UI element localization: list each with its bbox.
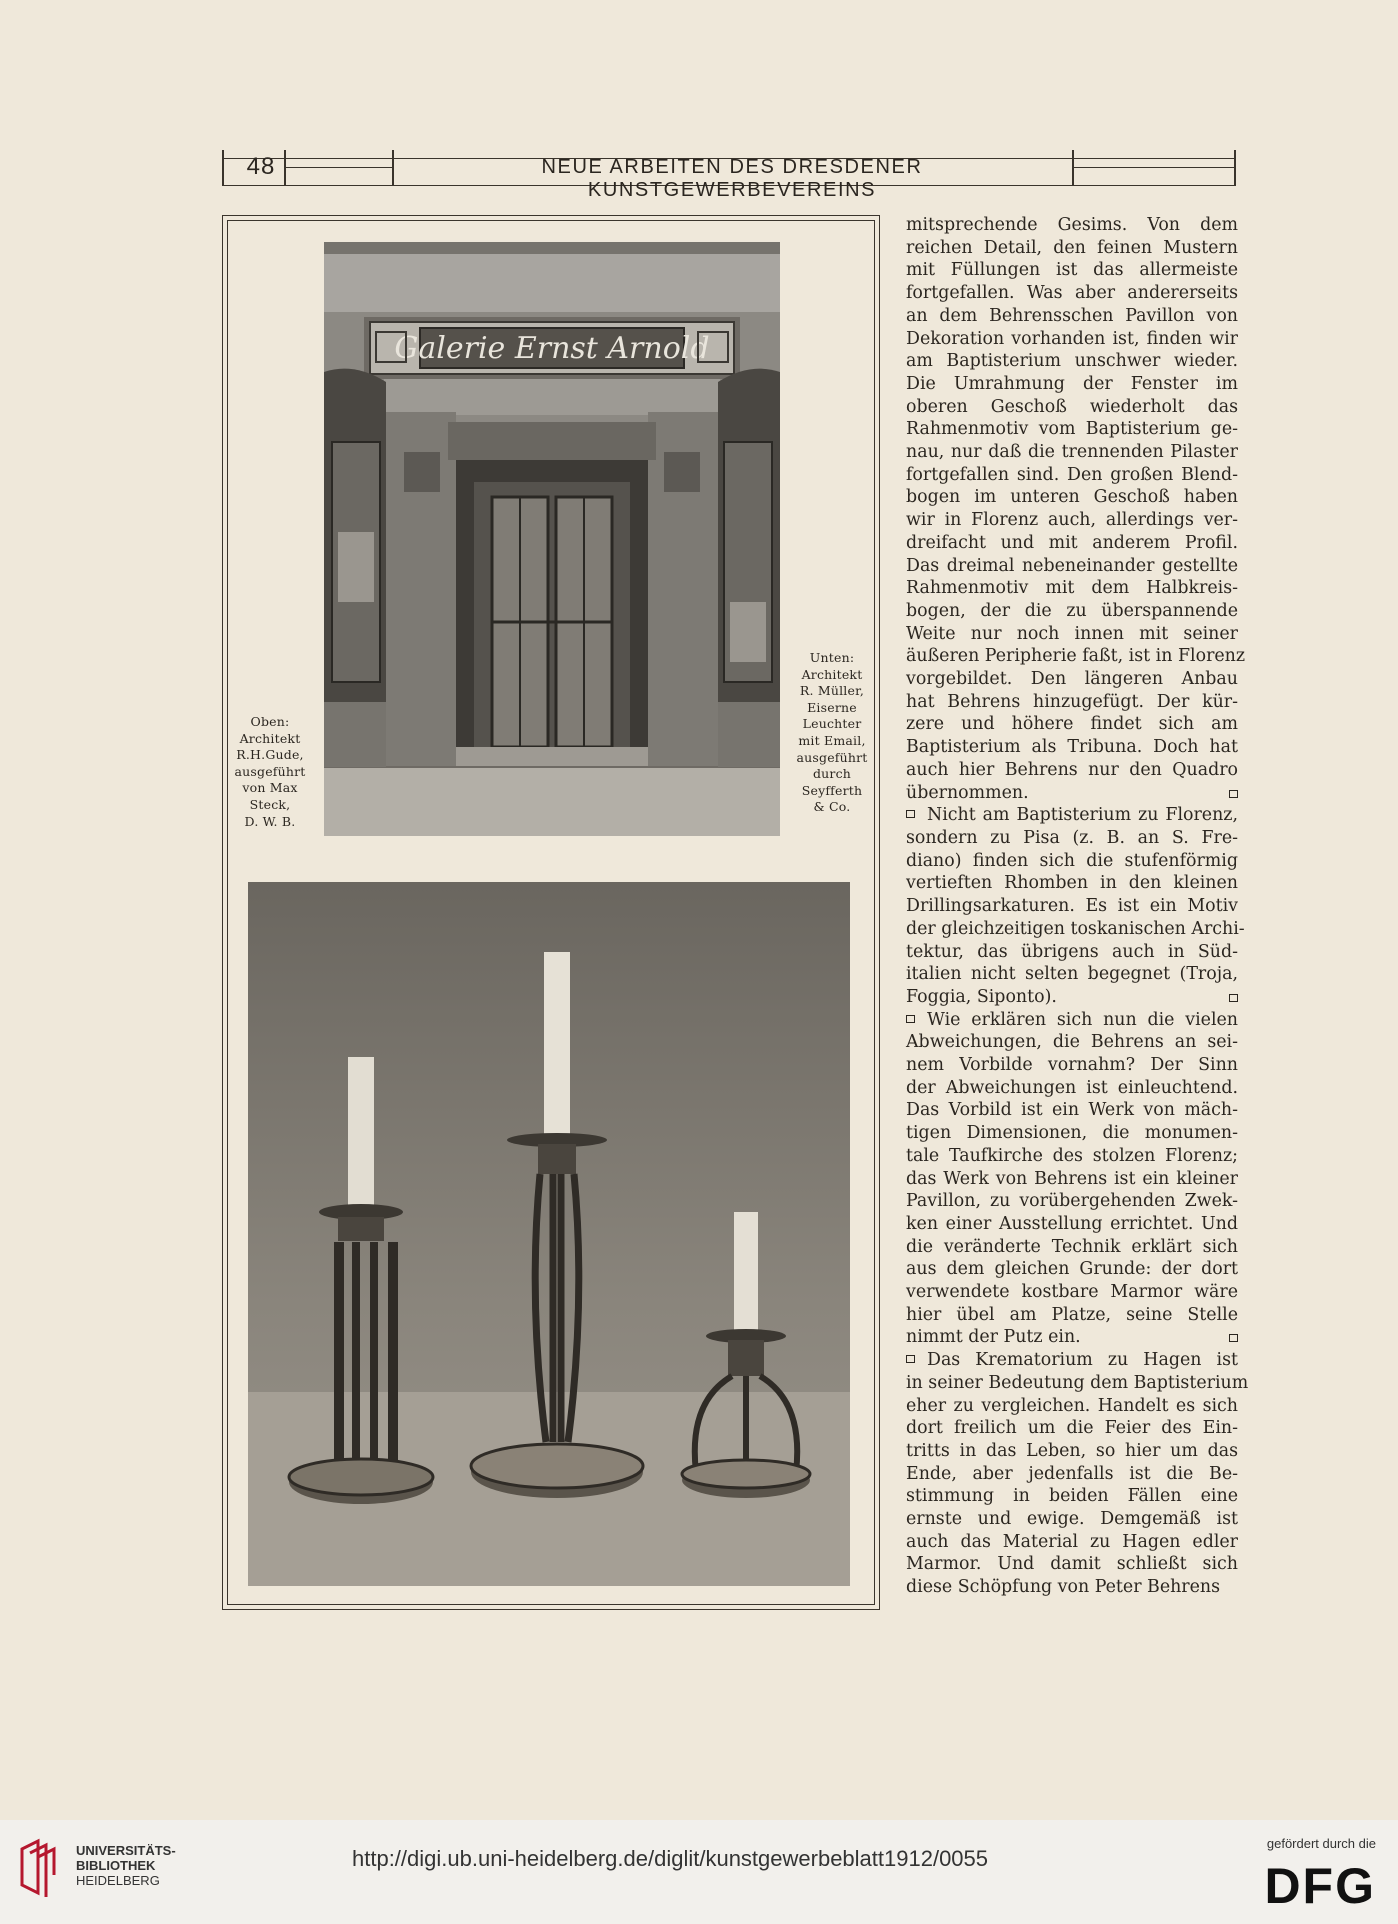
header-bar <box>1234 150 1236 186</box>
text-line: Nicht am Baptisterium zu Florenz, <box>906 804 1238 827</box>
text-line: Abweichungen, die Behrens an sei- <box>906 1032 1238 1053</box>
text-line: mitsprechende Gesims. Von dem <box>906 215 1238 235</box>
text-line: oberen Geschoß wiederholt das <box>906 396 1238 417</box>
text-line: tigen Dimensionen, die monumen- <box>906 1123 1238 1144</box>
text-line: fortgefallen. Was aber andererseits <box>906 283 1238 304</box>
text-line: vorgebildet. Den längeren Anbau <box>906 669 1238 690</box>
header-bar <box>222 150 224 186</box>
text-line: diano) finden sich die stufenförmig <box>906 850 1238 871</box>
library-name: UNIVERSITÄTS- BIBLIOTHEK HEIDELBERG <box>76 1843 176 1888</box>
text-line: mit Füllungen ist das allermeiste <box>906 260 1238 281</box>
text-line: sondern zu Pisa (z. B. an S. Fre- <box>906 827 1238 848</box>
funding-label: gefördert durch die <box>1266 1836 1376 1851</box>
text-line: Marmor. Und damit schließt sich <box>906 1554 1238 1575</box>
text-line: dort freilich um die Feier des Ein- <box>906 1418 1238 1439</box>
text-line: ken einer Ausstellung errichtet. Und <box>906 1213 1238 1234</box>
text-line: aus dem gleichen Grunde: der dort <box>906 1259 1238 1280</box>
text-line: verwendete kostbare Marmor wäre <box>906 1282 1238 1303</box>
text-line: tektur, das übrigens auch in Süd- <box>906 941 1238 962</box>
photo-candlesticks <box>248 882 850 1586</box>
source-url[interactable]: http://digi.ub.uni-heidelberg.de/diglit/kunstgewerbeblatt1912/0055 <box>352 1846 989 1871</box>
text-line: der Abweichungen ist einleuchtend. <box>906 1077 1238 1098</box>
text-line: Das Vorbild ist ein Werk von mäch- <box>906 1100 1238 1121</box>
text-line: Foggia, Siponto). <box>906 986 1238 1009</box>
text-line: diese Schöpfung von Peter Behrens <box>906 1577 1221 1598</box>
text-line: vertieften Rhomben in den kleinen <box>906 873 1238 894</box>
text-line: der gleichzeitigen toskanischen Archi- <box>906 918 1245 939</box>
paragraph-end-mark-icon <box>1229 1334 1238 1342</box>
text-line: Die Umrahmung der Fenster im <box>906 373 1238 394</box>
text-line: tritts in das Leben, so hier um das <box>906 1440 1238 1461</box>
text-line: Ende, aber jedenfalls ist die Be- <box>906 1463 1238 1484</box>
text-line: in seiner Bedeutung dem Baptisterium <box>906 1372 1249 1393</box>
text-line: nimmt der Putz ein. <box>906 1326 1238 1349</box>
text-line: tale Taufkirche des stolzen Florenz; <box>906 1145 1238 1166</box>
text-line: auch das Material zu Hagen edler <box>906 1531 1238 1552</box>
text-line: wir in Florenz auch, allerdings ver- <box>906 510 1238 531</box>
text-line: auch hier Behrens nur den Quadro <box>906 759 1238 780</box>
text-line: italien nicht selten begegnet (Troja, <box>906 964 1238 985</box>
dfg-logo: DFG <box>1264 1858 1376 1914</box>
paragraph-mark-icon <box>906 1015 915 1023</box>
text-line: Dekoration vorhanden ist, finden wir <box>906 328 1238 349</box>
text-line: Rahmenmotiv mit dem Halbkreis- <box>906 578 1238 599</box>
text-line: ernste und ewige. Demgemäß ist <box>906 1509 1238 1530</box>
photo-gallery-entrance <box>324 242 780 836</box>
text-line: Das dreimal nebeneinander gestellte <box>906 555 1238 576</box>
text-line: an dem Behrensschen Pavillon von <box>906 305 1238 326</box>
header-bar <box>1072 150 1074 186</box>
text-line: die veränderte Technik erklärt sich <box>906 1236 1238 1257</box>
text-line: das Werk von Behrens ist ein kleiner <box>906 1168 1238 1189</box>
running-header <box>222 150 1236 201</box>
paragraph-1 <box>906 214 1246 804</box>
paragraph-end-mark-icon <box>1229 994 1238 1002</box>
text-line: Wie erklären sich nun die vielen <box>906 1009 1238 1032</box>
paragraph-4 <box>906 1349 1249 1599</box>
text-line: stimmung in beiden Fällen eine <box>906 1486 1238 1507</box>
text-line: zere und höhere findet sich am <box>906 714 1238 735</box>
page-number: 48 <box>246 153 276 180</box>
paragraph-mark-icon <box>906 810 915 818</box>
text-line: äußeren Peripherie faßt, ist in Florenz <box>906 646 1246 667</box>
text-line: reichen Detail, den feinen Mustern <box>906 237 1238 258</box>
paragraph-3 <box>906 1009 1238 1350</box>
text-line: Rahmenmotiv vom Baptisterium ge- <box>906 419 1238 440</box>
text-line: Drillingsarkaturen. Es ist ein Motiv <box>906 896 1238 917</box>
text-column <box>906 214 1249 1599</box>
text-line: Weite nur noch innen mit seiner <box>906 623 1238 644</box>
paragraph-end-mark-icon <box>1229 790 1238 798</box>
running-title: NEUE ARBEITEN DES DRESDENER KUNSTGEWERBEVEREINS <box>541 156 923 201</box>
header-rule-mid <box>286 167 392 168</box>
text-line: übernommen. <box>906 782 1238 805</box>
text-line: bogen im unteren Geschoß haben <box>906 487 1238 508</box>
text-line: fortgefallen sind. Den großen Blend- <box>906 464 1238 485</box>
shop-sign-text: Galerie Ernst Arnold <box>394 331 710 366</box>
text-line: hier übel am Platze, seine Stelle <box>906 1304 1238 1325</box>
text-line: hat Behrens hinzugefügt. Der kür- <box>906 691 1238 712</box>
caption-left: Oben: Architekt R.H.Gude, ausgeführt von Max Steck, D. W. B. <box>234 714 306 829</box>
text-line: eher zu vergleichen. Handelt es sich <box>906 1395 1238 1416</box>
paragraph-2 <box>906 804 1245 1008</box>
text-line: am Baptisterium unschwer wieder. <box>906 351 1238 372</box>
text-line: bogen, der die zu überspannende <box>906 600 1238 621</box>
text-line: Das Krematorium zu Hagen ist <box>906 1349 1238 1372</box>
library-logo-icon <box>16 1835 68 1899</box>
text-line: nau, nur daß die trennenden Pilaster <box>906 442 1238 463</box>
text-line: Pavillon, zu vorübergehenden Zwek- <box>906 1191 1238 1212</box>
text-line: nem Vorbilde vornahm? Der Sinn <box>906 1055 1238 1076</box>
header-bar <box>392 150 394 186</box>
paragraph-mark-icon <box>906 1355 915 1363</box>
text-line: Baptisterium als Tribuna. Doch hat <box>906 737 1238 758</box>
caption-right: Unten: Architekt R. Müller, Eiserne Leuchter mit Email, ausgeführt durch Seyfferth & Co. <box>796 650 868 815</box>
header-rule-mid <box>1074 167 1234 168</box>
footer-bar <box>0 1820 1398 1924</box>
text-line: dreifacht und mit anderem Profil. <box>906 532 1238 553</box>
